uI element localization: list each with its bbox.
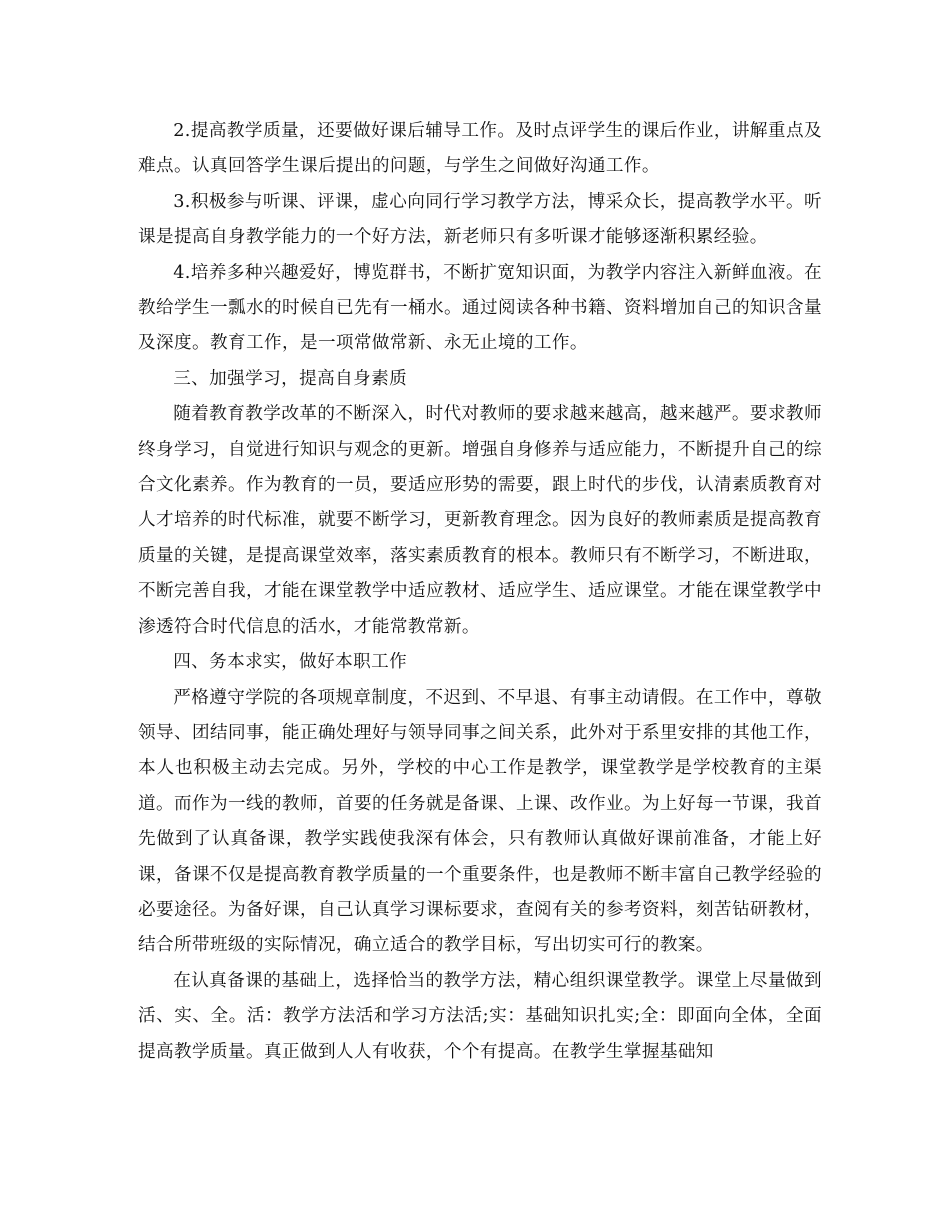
paragraph-duties: 严格遵守学院的各项规章制度，不迟到、不早退、有事主动请假。在工作中，尊敬领导、团结同事，能正确处理好与领导同事之间关系，此外对于系里安排的其他工作，本人也积极主动去完成。另外，学校的中心工作是教学，课堂教学是学校教育的主渠道。而作为一线的教师，首要的任务就是备课、上课、改作业。为上好每一节课，我首先做到了认真备课，教学实践使我深有体会，只有教师认真做好课前准备，才能上好课，备课不仅是提高教育教学质量的一个重要条件，也是教师不断丰富自己教学经验的必要途径。为备好课，自己认真学习课标要求，查阅有关的参考资料，刻苦钻研教材，结合所带班级的实际情况，确立适合的教学目标，写出切实可行的教案。 — [138, 687, 822, 956]
paragraph-teaching-methods: 在认真备课的基础上，选择恰当的教学方法，精心组织课堂教学。课堂上尽量做到活、实、全。活：教学方法活和学习方法活;实：基础知识扎实;全：即面向全体，全面提高教学质量。真正做到人人有收获，个个有提高。在教学生掌握基础知 — [138, 970, 822, 1062]
section-heading-duties: 四、务本求实，做好本职工作 — [173, 652, 408, 673]
paragraph-interests: 4.培养多种兴趣爱好，博览群书，不断扩宽知识面，为教学内容注入新鲜血液。在教给学生一瓢水的时候自已先有一桶水。通过阅读各种书籍、资料增加自己的知识含量及深度。教育工作，是一项常做常新、永无止境的工作。 — [138, 262, 822, 354]
paragraph-tutoring: 2.提高教学质量，还要做好课后辅导工作。及时点评学生的课后作业，讲解重点及难点。认真回答学生课后提出的问题，与学生之间做好沟通工作。 — [138, 121, 822, 177]
section-heading-study: 三、加强学习，提高自身素质 — [173, 368, 408, 389]
document-page — [138, 114, 822, 1070]
paragraph-study: 随着教育教学改革的不断深入，时代对教师的要求越来越高，越来越严。要求教师终身学习，自觉进行知识与观念的更新。增强自身修养与适应能力，不断提升自己的综合文化素养。作为教育的一员，要适应形势的需要，跟上时代的步伐，认清素质教育对人才培养的时代标准，就要不断学习，更新教育理念。因为良好的教师素质是提高教育质量的关键，是提高课堂效率，落实素质教育的根本。教师只有不断学习，不断进取，不断完善自我，才能在课堂教学中适应教材、适应学生、适应课堂。才能在课堂教学中渗透符合时代信息的活水，才能常教常新。 — [138, 404, 822, 637]
paragraph-lesson-observation: 3.积极参与听课、评课，虚心向同行学习教学方法，博采众长，提高教学水平。听课是提高自身教学能力的一个好方法，新老师只有多听课才能够逐渐积累经验。 — [138, 191, 822, 248]
